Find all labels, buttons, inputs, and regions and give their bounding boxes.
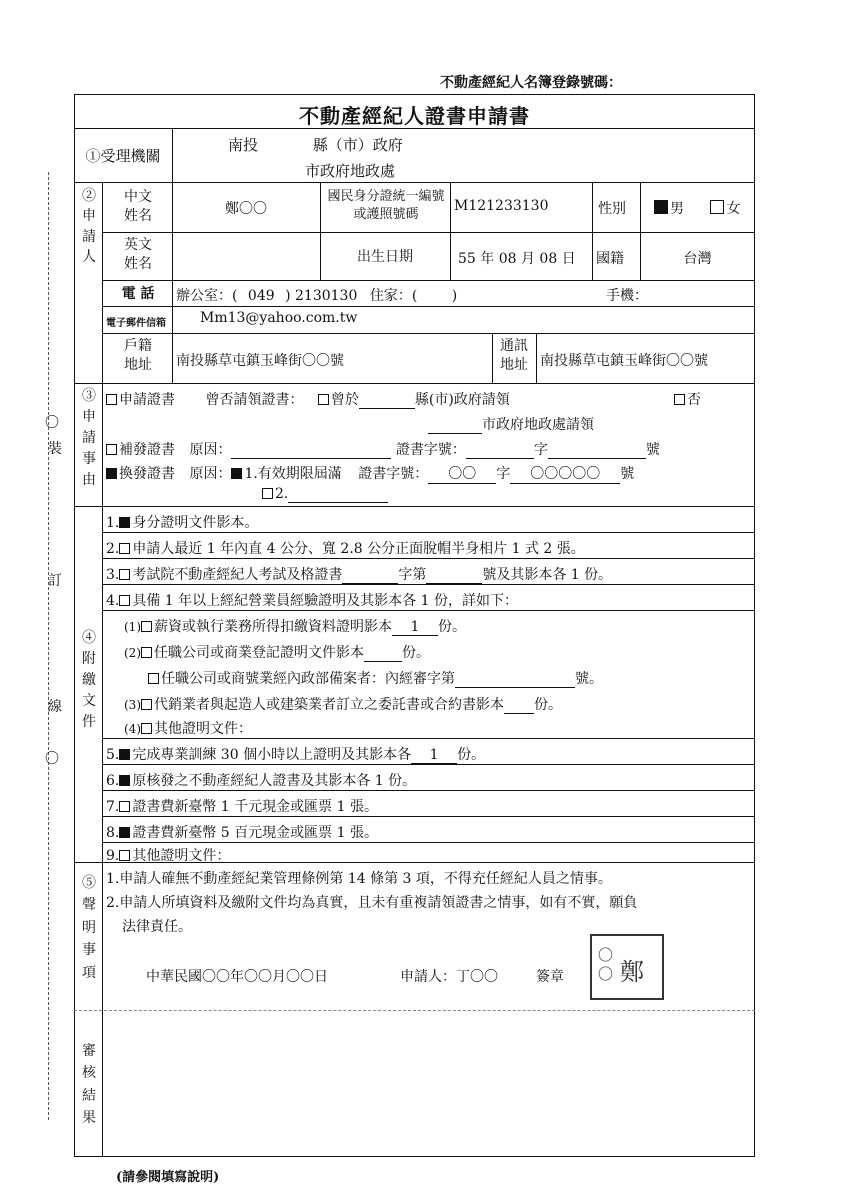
attachment-item-2-label: 申請人最近 1 年內直 4 公分、寬 2.8 公分正面脫帽半身相片 1 式 2 張。 [132,541,585,557]
reissue-label: 補發證書 [119,442,175,458]
gender-options [654,198,740,218]
binding-mark-ding: 訂 [48,573,62,589]
gender-male-checkbox[interactable] [654,200,668,214]
attachment-sub-2-checkbox[interactable] [141,647,152,658]
attachment-item-8 [106,822,378,842]
attachment-item-3-checkbox[interactable] [119,569,130,580]
no-option [674,389,701,409]
chinese-name-label [110,188,166,226]
reissue-hao: 號 [645,442,660,458]
attachment-item-1 [106,512,258,532]
english-name-label-text: 英文姓名 [124,237,152,272]
attachment-item-4-checkbox[interactable] [119,595,130,606]
previously-received-label: 曾否請領證書： [205,392,304,408]
attachments-section-text: ④附繳文件 [82,630,96,730]
attachment-item-4-label: 具備 1 年以上經紀營業員經驗證明及其影本各 1 份，詳如下： [132,593,518,609]
renew-cert-hao-field[interactable]: 〇〇〇〇〇 [510,463,620,484]
mailing-address-label-text: 通訊地址 [500,338,528,373]
form-title: 不動產經紀人證書申請書 [299,104,530,128]
attachment-sub-1-label: 薪資或執行業務所得扣繳資料證明影本 [154,619,392,635]
renew-reason-2-line [262,486,388,503]
attachment-sub-1-checkbox[interactable] [141,621,152,632]
attachment-item-5 [106,744,485,764]
attachment-item-6-checkbox[interactable] [119,775,130,786]
reissue-reason-field[interactable] [231,442,391,459]
review-result-area[interactable] [103,1011,753,1155]
attachment-item-8-checkbox[interactable] [119,827,130,838]
renew-line [106,463,634,484]
renew-zi: 字 [496,466,511,482]
attachment-sub-2-count[interactable] [364,645,402,662]
attachment-sub-2b-field[interactable] [455,671,575,688]
birth-date-value[interactable]: 55 年 08 月 08 日 [458,251,576,267]
no-label: 否 [687,392,701,408]
attachment-sub-2b-label: 任職公司或商號業經內政部備案者：內經審字第 [161,671,455,687]
declaration-date: 中華民國〇〇年〇〇月〇〇日 [146,969,328,985]
applicant-section-text: ②申請人 [82,188,96,265]
attachment-sub-3-checkbox[interactable] [141,699,152,710]
attachment-item-1-label: 身分證明文件影本。 [132,515,259,531]
agency-county[interactable]: 南投 [228,136,259,154]
renew-reason-1-checkbox[interactable] [231,468,242,479]
chinese-name-label-text: 中文姓名 [124,189,152,224]
reissue-zi: 字 [533,442,548,458]
attachment-item-7-label: 證書費新臺幣 1 千元現金或匯票 1 張。 [132,799,378,815]
attachment-item-9-checkbox[interactable] [119,850,130,861]
attachment-sub-2b [148,668,603,688]
attachments-section-label [78,628,100,733]
declaration-line-1: 1.申請人確無不動產經紀業管理條例第 14 條第 3 項，不得充任經紀人員之情事。 [106,871,612,887]
attachment-item-4-num: 4. [106,593,120,609]
was-at-label: 曾於 [330,392,359,408]
city-office-field[interactable] [428,417,482,434]
attachment-sub-4 [124,718,252,738]
seal-text: 鄭 [620,958,644,986]
applicant-seal [590,934,664,1000]
email-label: 電子郵件信箱 [106,318,166,329]
reissue-cert-no-label: 證書字號： [395,442,466,458]
no-checkbox[interactable] [674,394,685,405]
phone-label: 電 話 [121,286,155,302]
was-at-county-field[interactable] [359,392,415,409]
attachment-item-5-num: 5. [106,747,120,763]
agency-county-suffix: 縣（市）政府 [312,136,403,154]
attachment-item-7-num: 7. [106,799,120,815]
id-number-value[interactable]: M121233130 [454,198,549,214]
attachment-item-2 [106,538,585,558]
attachment-item-5-count[interactable]: 1 [411,747,457,764]
attachment-item-2-checkbox[interactable] [119,543,130,554]
attachment-item-8-label: 證書費新臺幣 5 百元現金或匯票 1 張。 [132,825,378,841]
declaration-applicant: 申請人：丁〇〇 [400,969,498,985]
attachment-item-9-num: 9. [106,848,120,864]
attachment-item-5-unit: 份。 [457,747,486,763]
reissue-reason-label: 原因： [189,442,232,458]
attachment-item-1-num: 1. [106,515,120,531]
office-phone-area[interactable]: 049 [247,288,275,304]
gender-female-checkbox[interactable] [710,200,724,214]
gender-label: 性別 [598,201,626,217]
attachment-item-8-num: 8. [106,825,120,841]
attachment-sub-3-unit: 份。 [534,697,562,713]
binding-mark-circle-top: 〇 [45,415,59,431]
email-value[interactable]: Mm13@yahoo.com.tw [200,310,358,326]
attachment-sub-3 [124,694,562,714]
gender-female-label: 女 [726,201,741,217]
household-address-label-text: 戶籍地址 [124,338,152,373]
attachment-item-5-label: 完成專業訓練 30 個小時以上證明及其影本各 [132,747,412,763]
birth-date-label: 出生日期 [357,249,413,265]
attachment-sub-2b-checkbox[interactable] [148,673,159,684]
home-phone-label: 住家：( [369,288,418,304]
renew-cert-no-label: 證書字號： [358,466,429,482]
binding-mark-circle-bottom: 〇 [45,751,59,767]
mobile-label: 手機： [606,288,648,304]
applicant-section-label [78,186,100,267]
attachment-item-6 [106,770,416,790]
id-label: 國民身分證統一編號或護照號碼 [327,189,445,222]
office-phone-number[interactable]: ) 2130130 [285,288,358,304]
attachment-sub-3-label: 代銷業者與起造人或建築業者訂立之委託書或合約書影本 [154,697,504,713]
city-office-claim-label: 市政府地政處請領 [482,417,594,433]
phone-line [176,285,457,305]
application-section-label [78,386,100,491]
household-address-value[interactable]: 南投縣草屯鎮玉峰街〇〇號 [176,353,344,369]
office-phone-label: 辦公室：( [176,288,238,304]
attachment-sub-4-num: (4) [124,722,141,736]
attachment-sub-1-count[interactable]: 1 [392,619,438,636]
agency-label: ①受理機關 [85,147,161,165]
mailing-address-label [492,337,536,375]
reissue-checkbox[interactable] [106,444,117,455]
attachment-item-3-hao-field[interactable] [426,567,482,584]
nationality-label: 國籍 [596,251,624,267]
renew-label: 換發證書 [119,466,175,482]
attachment-item-3-label-c: 號及其影本各 1 份。 [482,567,613,583]
binding-mark-xian: 線 [48,699,62,715]
attachment-sub-2-num: (2) [124,646,141,660]
county-gov-claim-label: 縣(市)政府請領 [414,392,510,408]
attachment-sub-2-unit: 份。 [402,645,430,661]
attachment-item-3-label-b: 字第 [398,567,427,583]
renew-reason-label: 原因： [189,466,232,482]
mailing-address-value[interactable]: 南投縣草屯鎮玉峰街〇〇號 [540,353,708,369]
attachment-sub-2-label: 任職公司或商業登記證明文件影本 [154,645,364,661]
attachment-sub-1-unit: 份。 [438,619,466,635]
attachment-item-9 [106,845,230,865]
binding-mark-zhuang: 裝 [48,441,62,457]
household-address-label [110,337,166,375]
attachment-sub-1 [124,616,466,636]
new-cert-checkbox[interactable] [106,394,117,405]
renew-reason-1-label: 1.有效期限屆滿 [244,466,342,482]
attachment-item-1-checkbox[interactable] [119,517,130,528]
reissue-line [106,439,660,459]
declaration-line-2: 2.申請人所填資料及繳附文件均為真實，且未有重複請領證書之情事，如有不實，願負 [106,895,638,911]
was-at-checkbox[interactable] [318,394,329,405]
attachment-sub-2b-unit: 號。 [575,671,603,687]
nationality-value[interactable]: 台灣 [683,251,712,267]
gender-male-label: 男 [670,201,684,217]
attachment-item-6-num: 6. [106,773,120,789]
attachment-item-6-label: 原核發之不動產經紀人證書及其影本各 1 份。 [132,773,417,789]
renew-cert-zi-field[interactable]: 〇〇 [428,463,496,484]
binding-line [48,172,49,1120]
attachment-item-5-checkbox[interactable] [119,749,130,760]
agency-office: 市政府地政處 [305,162,396,180]
review-section-text: 審核結果 [82,1043,96,1127]
attachment-item-4 [106,590,518,610]
home-phone-close: ) [451,288,458,304]
agency-county-line [228,134,403,155]
new-cert-label: 申請證書 [119,392,175,408]
reissue-cert-zi-field[interactable] [466,442,534,459]
footer-note: (請參閱填寫說明) [116,1170,220,1185]
declaration-section-label [78,872,100,984]
renew-reason-2-checkbox[interactable] [262,488,273,499]
renew-checkbox[interactable] [106,468,117,479]
chinese-name-value[interactable]: 鄭〇〇 [225,201,267,217]
attachment-sub-1-num: (1) [124,620,141,634]
attachment-sub-3-num: (3) [124,698,141,712]
renew-reason-2-field[interactable] [288,486,388,503]
english-name-label [110,236,166,274]
city-office-claim-line [428,414,594,434]
registration-number-label: 不動產經紀人名簿登錄號碼： [440,75,622,91]
declaration-section-text: ⑤聲明事項 [82,875,96,981]
new-cert-line [106,389,510,409]
attachment-sub-3-count[interactable] [504,697,534,714]
declaration-line-2b: 法律責任。 [122,919,192,935]
attachment-item-3-zi-field[interactable] [342,567,398,584]
declaration-seal-label: 簽章 [536,969,564,985]
attachment-sub-4-checkbox[interactable] [141,723,152,734]
attachment-item-2-num: 2. [106,541,120,557]
application-section-text: ③申請事由 [82,388,96,488]
attachment-item-9-label: 其他證明文件： [132,848,231,864]
renew-reason-2-label: 2. [275,486,289,502]
renew-hao: 號 [620,466,635,482]
attachment-item-3-label-a: 考試院不動產經紀人考試及格證書 [132,567,343,583]
attachment-sub-2 [124,642,430,662]
attachment-item-7-checkbox[interactable] [119,801,130,812]
attachment-item-3 [106,564,612,584]
reissue-cert-hao-field[interactable] [548,442,646,459]
attachment-item-3-num: 3. [106,567,120,583]
attachment-item-7 [106,796,378,816]
attachment-sub-4-label: 其他證明文件： [154,721,252,737]
review-section-label [78,1040,100,1130]
seal-circles: 〇〇 [598,946,614,983]
